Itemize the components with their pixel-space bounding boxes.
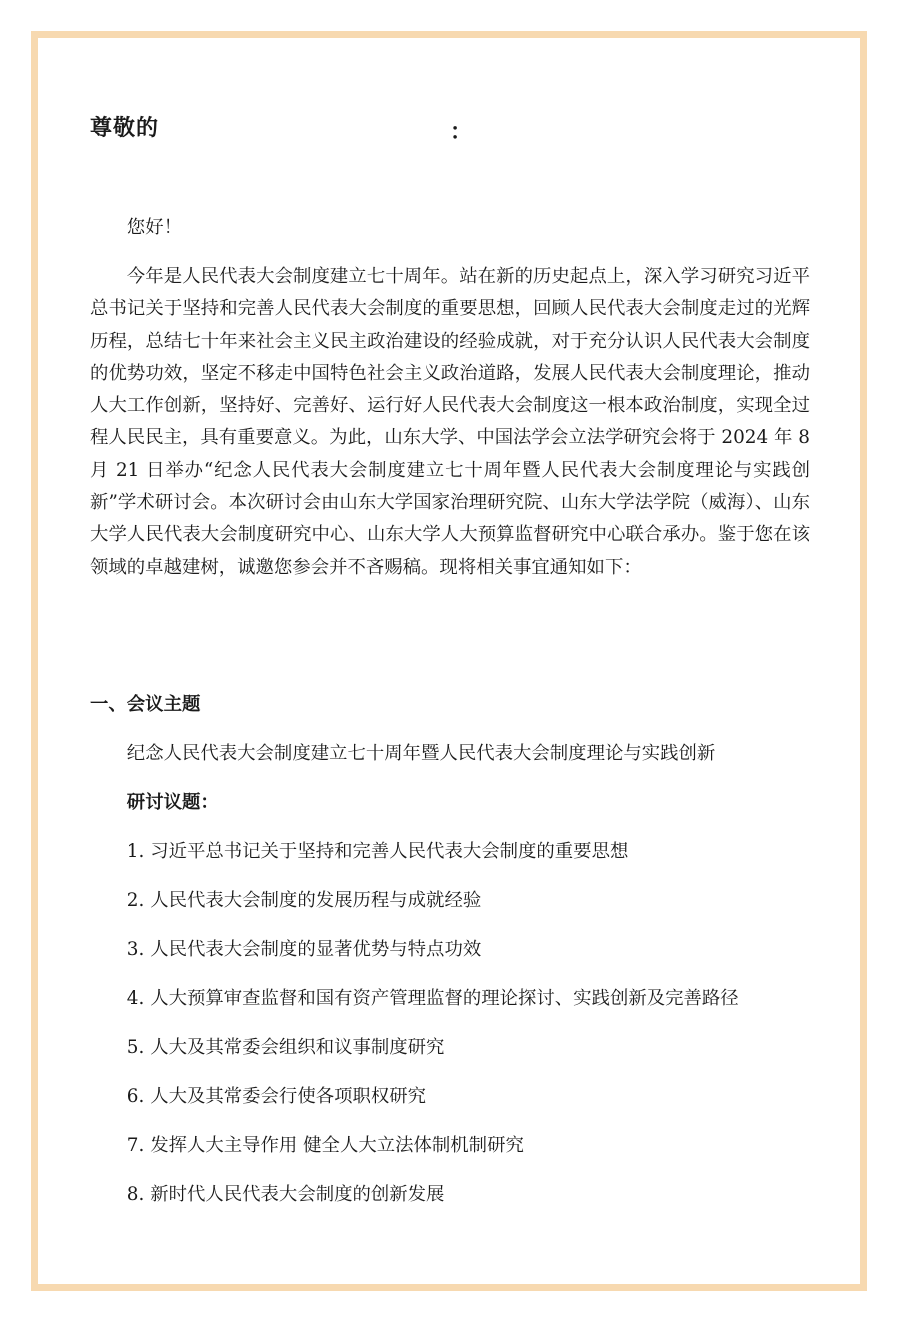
topic-item: 2. 人民代表大会制度的发展历程与成就经验 — [126, 890, 482, 911]
intro-paragraph: 今年是人民代表大会制度建立七十周年。站在新的历史起点上，深入学习研究习近平总书记关于坚持和完善人民代表大会制度的重要思想，回顾人民代表大会制度走过的光辉历程，总结七十年来社会主义民主政治建设的经验成就，对于充分认识人民代表大会制度的优势功效，坚定不移走中国特色社会主义政治道路，发展人民代表大会制度理论，推动人大工作创新，坚持好、完善好、运行好人民代表大会制度这一根本政治制度，实现全过程人民民主，具有重要意义。为此，山东大学、中国法学会立法学研究会将于 2024 年 8 月 21 日举办“纪念人民代表大会制度建立七十周年暨人民代表大会制度理论与实践创新”学术研讨会。本次研讨会由山东大学国家治理研究院、山东大学法学院（威海）、山东大学人民代表大会制度研究中心、山东大学人大预算监督研究中心联合承办。鉴于您在该领域的卓越建树，诚邀您参会并不吝赐稿。现将相关事宜通知如下： — [90, 266, 810, 578]
greeting: 您好！ — [126, 217, 182, 238]
topic-item: 5. 人大及其常委会组织和议事制度研究 — [126, 1037, 445, 1058]
topic-item: 4. 人大预算审查监督和国有资产管理监督的理论探讨、实践创新及完善路径 — [126, 988, 739, 1009]
conference-theme: 纪念人民代表大会制度建立七十周年暨人民代表大会制度理论与实践创新 — [126, 743, 716, 764]
topic-item: 3. 人民代表大会制度的显著优势与特点功效 — [126, 939, 482, 960]
topics-label: 研讨议题： — [126, 792, 219, 813]
topic-item: 8. 新时代人民代表大会制度的创新发展 — [126, 1184, 445, 1205]
topic-item: 1. 习近平总书记关于坚持和完善人民代表大会制度的重要思想 — [126, 841, 629, 862]
salutation-colon: ： — [450, 119, 473, 145]
topic-item: 7. 发挥人大主导作用 健全人大立法体制机制研究 — [126, 1135, 524, 1156]
topic-item: 6. 人大及其常委会行使各项职权研究 — [126, 1086, 427, 1107]
section-heading-theme: 一、会议主题 — [90, 694, 201, 715]
salutation-prefix: 尊敬的 — [90, 115, 160, 141]
